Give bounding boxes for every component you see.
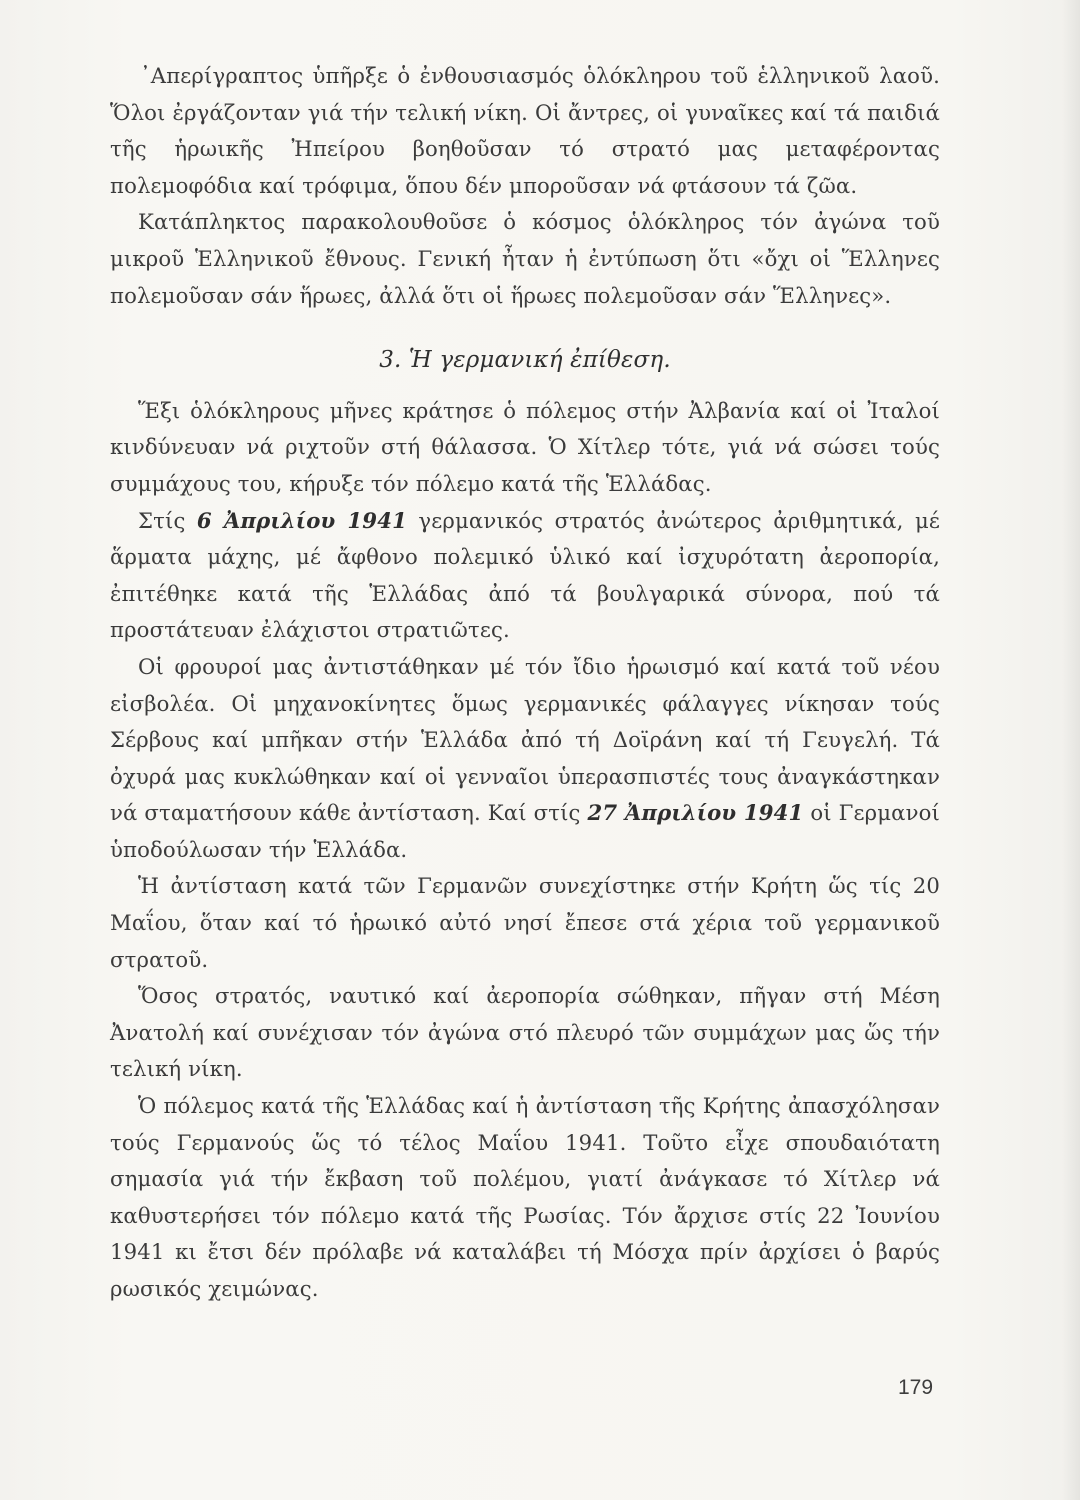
text-fragment: Στίς	[138, 507, 197, 533]
paragraph-middle-east: Ὅσος στρατός, ναυτικό καί ἀεροπορία σώθηκαν, πῆγαν στή Μέση Ἀνατολή καί συνέχισαν τόν ἀγώνα στό πλευρό τῶν συμμάχων μας ὥς τήν τελική νίκη.	[110, 983, 940, 1082]
text-fragment: Οἱ φρουροί μας ἀντιστάθηκαν μέ τόν ἴδιο ἡρωισμό καί κατά τοῦ νέου εἰσβολέα. Οἱ μηχανοκίνητες ὅμως γερμανικές φάλαγγες νίκησαν τούς Σέρβους καί μπῆκαν στήν Ἑλλάδα ἀπό τή Δοϊράνη καί τή Γευγελή. Τά ὀχυρά μας κυκλώθηκαν καί οἱ γενναῖοι ὑπερασπιστές τους ἀναγκάστηκαν νά σταματήσουν κάθε ἀντίσταση. Καί στίς	[110, 653, 940, 826]
paragraph-resistance	[110, 649, 940, 869]
text-fragment: οἱ Γερμανοί ὑποδούλωσαν τήν Ἑλλάδα.	[110, 800, 940, 862]
paragraph-significance: Ὁ πόλεμος κατά τῆς Ἑλλάδας καί ἡ ἀντίσταση τῆς Κρήτης ἀπασχόλησαν τούς Γερμανούς ὥς τό τέλος Μαΐου 1941. Τοῦτο εἶχε σπουδαιότατη σημασία γιά τήν ἔκβαση τοῦ πολέμου, γιατί ἀνάγκασε τό Χίτλερ νά καθυστερήσει τόν πόλεμο κατά τῆς Ρωσίας. Τόν ἄρχισε στίς 22 Ἰουνίου 1941 κι ἔτσι δέν πρόλαβε νά καταλάβει τή Μόσχα πρίν ἀρχίσει ὁ βαρύς ρωσικός χειμώνας.	[110, 1093, 940, 1301]
section-heading: 3. Ἡ γερμανική ἐπίθεση.	[379, 347, 671, 374]
date-emphasis: 6 Ἀπριλίου 1941	[196, 507, 407, 533]
paragraph-crete: Ἡ ἀντίσταση κατά τῶν Γερμανῶν συνεχίστηκε στήν Κρήτη ὥς τίς 20 Μαΐου, ὅταν καί τό ἡρωικό αὐτό νησί ἔπεσε στά χέρια τοῦ γερμανικοῦ στρατοῦ.	[110, 873, 940, 972]
page-edge-shadow	[1062, 0, 1080, 1500]
paragraph-world-admiration: Κατάπληκτος παρακολουθοῦσε ὁ κόσμος ὁλόκληρος τόν ἀγώνα τοῦ μικροῦ Ἑλληνικοῦ ἔθνους. Γενική ἦταν ἡ ἐντύπωση ὅτι «ὄχι οἱ Ἕλληνες πολεμοῦσαν σάν ἥρωες, ἀλλά ὅτι οἱ ἥρωες πολεμοῦσαν σάν Ἕλληνες».	[110, 209, 940, 308]
body-text	[110, 58, 940, 1308]
paragraph-six-months: Ἕξι ὁλόκληρους μῆνες κράτησε ὁ πόλεμος στήν Ἀλβανία καί οἱ Ἰταλοί κινδύνευαν νά ριχτοῦν στή θάλασσα. Ὁ Χίτλερ τότε, γιά νά σώσει τούς συμμάχους του, κήρυξε τόν πόλεμο κατά τῆς Ἑλλάδας.	[110, 397, 940, 496]
paragraph-german-attack	[110, 503, 940, 649]
text-fragment: γερμανικός στρατός ἀνώτερος ἀριθμητικά, μέ ἅρματα μάχης, μέ ἄφθονο πολεμικό ὑλικό καί ἰσχυρότατη ἀεροπορία, ἐπιτέθηκε κατά τῆς Ἑλλάδας ἀπό τά βουλγαρικά σύνορα, πού τά προστάτευαν ἐλάχιστοι στρατιῶτες.	[110, 507, 940, 643]
paragraph-enthusiasm: ᾿Απερίγραπτος ὑπῆρξε ὁ ἐνθουσιασμός ὁλόκληρου τοῦ ἑλληνικοῦ λαοῦ. Ὅλοι ἐργάζονταν γιά τήν τελική νίκη. Οἱ ἄντρες, οἱ γυναῖκες καί τά παιδιά τῆς ἡρωικῆς Ἠπείρου βοηθοῦσαν τό στρατό μας μεταφέροντας πολεμοφόδια καί τρόφιμα, ὅπου δέν μποροῦσαν νά φτάσουν τά ζῶα.	[110, 63, 940, 198]
page-number: 179	[898, 1376, 934, 1399]
date-emphasis: 27 Ἀπριλίου 1941	[587, 800, 804, 826]
